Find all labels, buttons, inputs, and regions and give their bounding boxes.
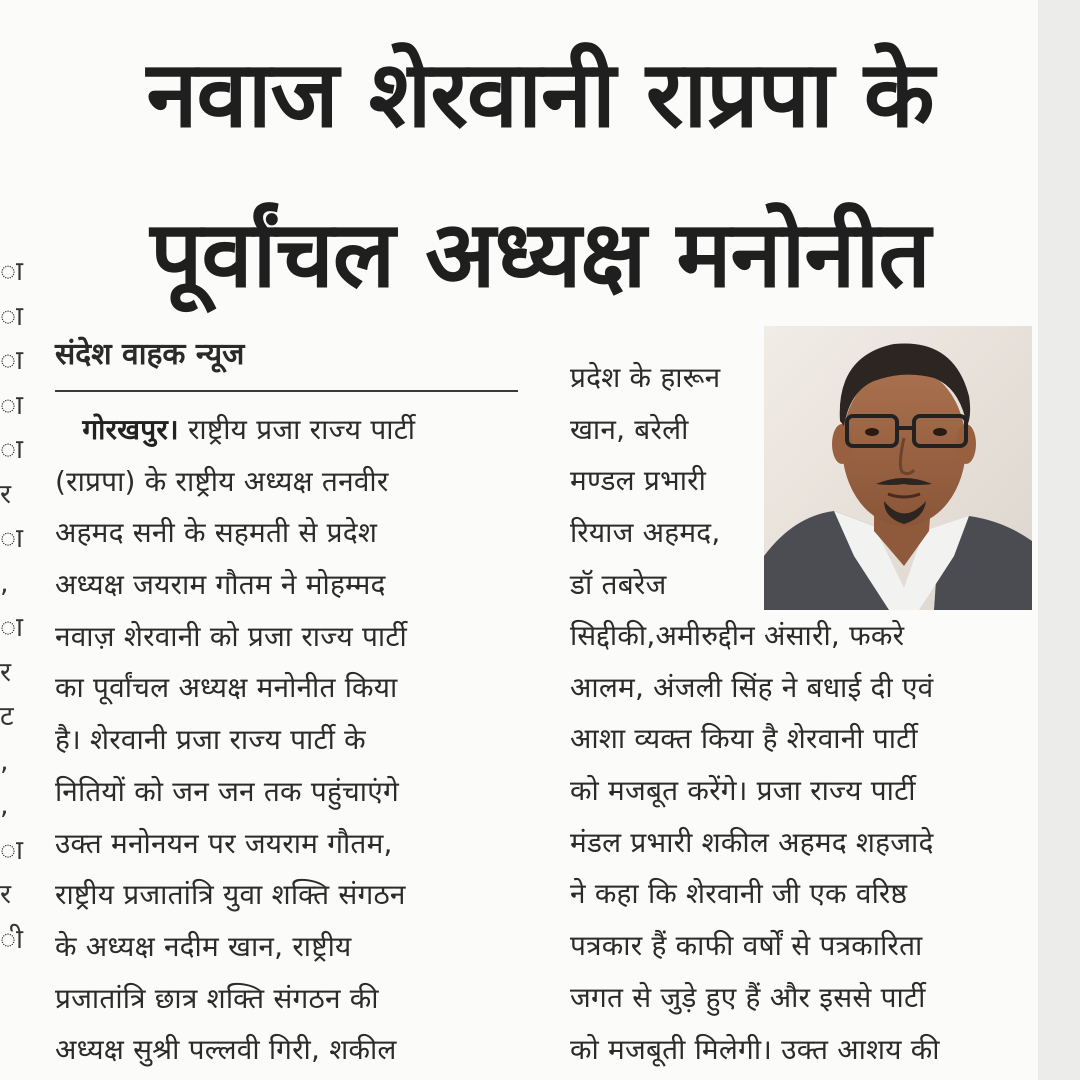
article-line-text: के अध्यक्ष नदीम खान, राष्ट्रीय (55, 929, 352, 963)
article-line (55, 1024, 518, 1076)
article-line (55, 714, 518, 766)
article-line (570, 817, 1032, 869)
article-column-1 (55, 404, 518, 1076)
article-line-text: राष्ट्रीय प्रजा राज्य पार्टी (187, 413, 416, 446)
article-line (570, 920, 1032, 972)
article-line (570, 455, 762, 507)
edge-fragment: ा (0, 434, 24, 465)
article-line (55, 921, 518, 973)
article-line (570, 507, 762, 559)
article-line-text: प्रजातांत्रि छात्र शक्ति संगठन की (55, 981, 379, 1015)
edge-fragment: ट (0, 701, 14, 732)
article-line (570, 352, 762, 404)
article-line (570, 404, 762, 456)
article-line-text: अध्यक्ष सुश्री पल्लवी गिरी, शकील (55, 1033, 397, 1067)
article-line-text: मंडल प्रभारी शकील अहमद शहजादे (570, 825, 934, 859)
article-line-text: को मजबूती मिलेगी। उक्त आशय की (570, 1032, 940, 1066)
article-line-text: (राप्रपा) के राष्ट्रीय अध्यक्ष तनवीर (55, 464, 389, 498)
edge-fragment: ी (0, 923, 24, 955)
previous-column-edge (0, 250, 24, 962)
article-line (55, 611, 518, 663)
man-portrait-image (764, 326, 1032, 610)
article-line (55, 818, 518, 870)
article-line (55, 662, 518, 714)
article-line (55, 456, 518, 508)
article-line (570, 559, 762, 611)
article-line-text: राष्ट्रीय प्रजातांत्रि युवा शक्ति संगठन (55, 878, 406, 912)
headline-line-2: पूर्वांचल अध्यक्ष मनोनीत (150, 201, 930, 308)
edge-fragment: , (0, 567, 9, 599)
edge-fragment: ा (0, 389, 24, 421)
article-line-text: है। शेरवानी प्रजा राज्य पार्टी के (55, 723, 366, 757)
headline-line-1: नवाज शेरवानी राप्रपा के (146, 41, 934, 148)
edge-fragment: ा (0, 523, 24, 554)
article-line-text: ने कहा कि शेरवानी जी एक वरिष्ठ (570, 877, 908, 911)
article-line (570, 972, 1032, 1024)
article-line (570, 1024, 1032, 1076)
article-line-text: उक्त मनोनयन पर जयराम गौतम, (55, 826, 393, 860)
page-margin (1038, 0, 1080, 1080)
article-line-text: खान, बरेली (570, 412, 689, 446)
edge-fragment: र (0, 879, 12, 910)
article-line-text: का पूर्वांचल अध्यक्ष मनोनीत किया (55, 671, 398, 705)
edge-fragment: र (0, 478, 12, 510)
edge-fragment: ा (0, 612, 24, 643)
edge-fragment: ा (0, 256, 24, 287)
byline-divider (55, 390, 518, 392)
edge-fragment: , (0, 745, 9, 777)
article-line-text: मण्डल प्रभारी (570, 464, 707, 498)
edge-fragment: ा (0, 834, 24, 866)
article-line-text: अध्यक्ष जयराम गौतम ने मोहम्मद (55, 568, 386, 602)
article-line-text: रियाज अहमद, (570, 516, 721, 550)
article-line (570, 765, 1032, 817)
article-line (55, 973, 518, 1025)
article-line (55, 507, 518, 559)
article-line-text: नवाज़ शेरवानी को प्रजा राज्य पार्टी (55, 619, 407, 653)
article-line (570, 868, 1032, 920)
article-line (55, 404, 518, 456)
article-line-text: प्रदेश के हारून (570, 361, 721, 394)
edge-fragment: ा (0, 300, 24, 332)
edge-fragment: , (0, 790, 9, 821)
article-line-text: सिद्दीकी,अमीरुद्दीन अंसारी, फकरे (570, 619, 905, 652)
article-line-text: आशा व्यक्त किया है शेरवानी पार्टी (570, 722, 918, 756)
article-column-2 (570, 610, 1032, 1075)
edge-fragment: र (0, 656, 12, 688)
dateline: गोरखपुर। (82, 413, 179, 446)
article-line-text: पत्रकार हैं काफी वर्षों से पत्रकारिता (570, 929, 923, 963)
article-column-2-top (570, 352, 762, 610)
article-line (570, 713, 1032, 765)
article-line-text: को मजबूत करेंगे। प्रजा राज्य पार्टी (570, 774, 916, 808)
article-line (55, 766, 518, 818)
article-line-text: जगत से जुड़े हुए हैं और इससे पार्टी (570, 980, 926, 1014)
edge-fragment: ा (0, 345, 24, 376)
article-line (55, 869, 518, 921)
article-line (570, 662, 1032, 714)
article-line (55, 559, 518, 611)
article-line-text: आलम, अंजली सिंह ने बधाई दी एवं (570, 670, 934, 704)
article-line-text: अहमद सनी के सहमती से प्रदेश (55, 516, 378, 550)
article-line (570, 610, 1032, 662)
byline: संदेश वाहक न्यूज (55, 337, 245, 372)
article-line-text: नितियों को जन जन तक पहुंचाएंगे (55, 774, 399, 808)
article-line-text: डॉ तबरेज (570, 567, 667, 601)
portrait-photo (764, 326, 1032, 610)
